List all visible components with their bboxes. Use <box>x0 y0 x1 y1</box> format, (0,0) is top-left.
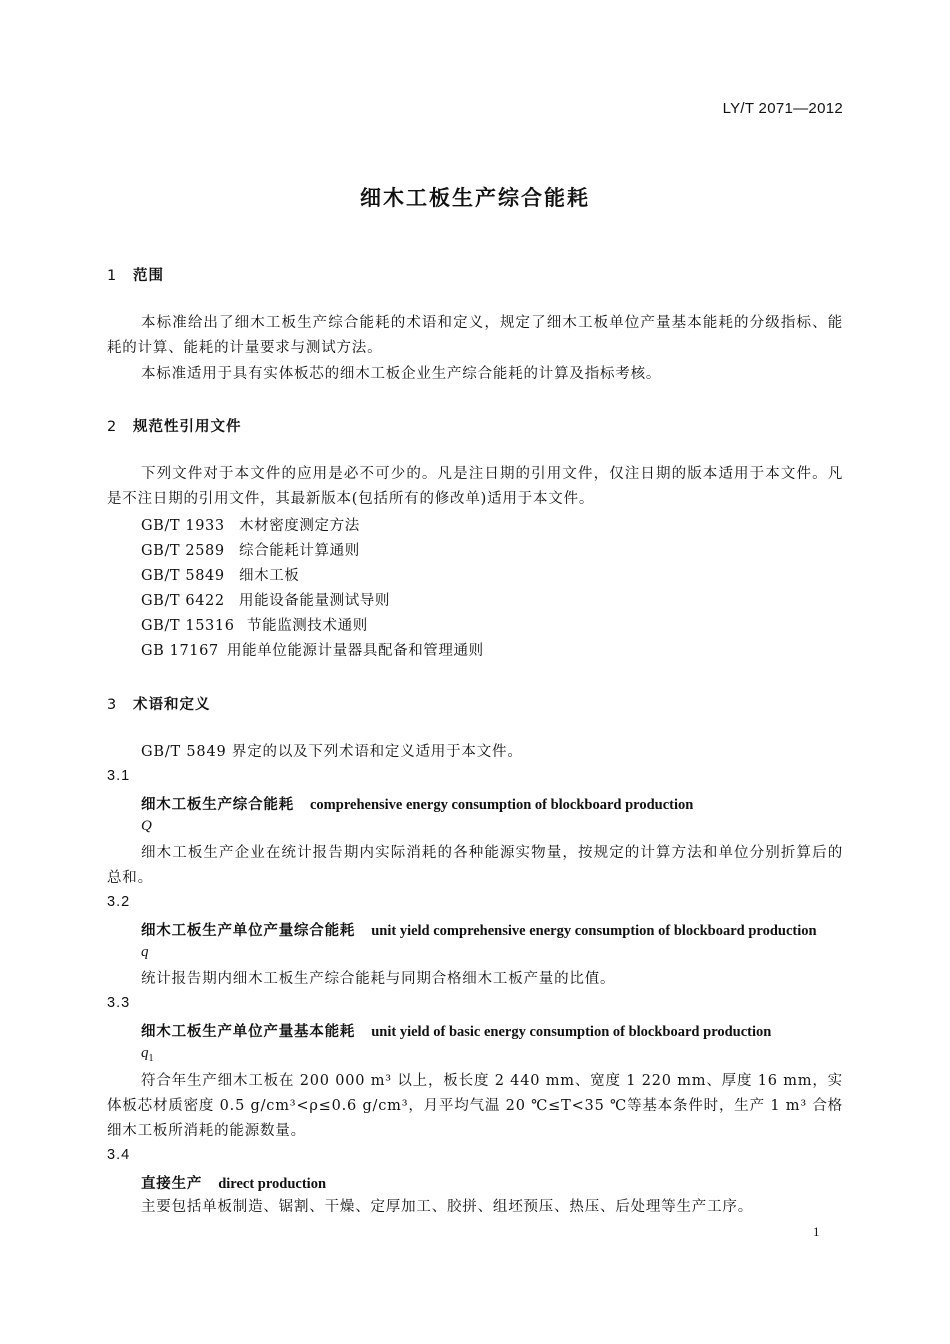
term-symbol: Q <box>141 818 152 834</box>
section-title: 术语和定义 <box>133 697 211 713</box>
reference-title: 用能设备能量测试导则 <box>239 593 390 609</box>
clause-number: 3.4 <box>107 1147 131 1163</box>
term-heading <box>141 793 693 814</box>
reference-title: 节能监测技术通则 <box>247 618 368 634</box>
term-zh: 细木工板生产单位产量综合能耗 <box>141 923 356 939</box>
term-definition: 符合年生产细木工板在 200 000 m³ 以上，板长度 2 440 mm、宽度 1 220 mm、厚度 16 mm，实体板芯材质密度 0.5 g/cm³<ρ≤0.6 g/cm³，月平均气温 20 ℃≤T<35 ℃等基本条件时，生产 1 m³ 合格细木工板所消耗的能源数量。 <box>107 1073 843 1139</box>
section-1-heading <box>107 264 164 285</box>
term-heading <box>141 919 817 940</box>
section-title: 范围 <box>133 268 164 284</box>
reference-code: GB 17167 <box>141 643 219 659</box>
term-definition: 统计报告期内细木工板生产综合能耗与同期合格细木工板产量的比值。 <box>141 971 616 987</box>
term-en: comprehensive energy consumption of blockboard production <box>310 797 694 813</box>
section-1-paragraph-1: 本标准给出了细木工板生产综合能耗的术语和定义，规定了细木工板单位产量基本能耗的分级指标、能耗的计算、能耗的计量要求与测试方法。 <box>107 315 843 356</box>
section-title: 规范性引用文件 <box>133 419 242 435</box>
section-1-paragraph-2: 本标准适用于具有实体板芯的细木工板企业生产综合能耗的计算及指标考核。 <box>141 366 662 382</box>
reference-title: 细木工板 <box>239 568 300 584</box>
standard-number: LY/T 2071—2012 <box>722 100 843 117</box>
term-en: unit yield comprehensive energy consumption of blockboard production <box>371 923 817 939</box>
term-zh: 直接生产 <box>141 1176 203 1192</box>
reference-item <box>141 614 368 635</box>
term-symbol: $q_1$ <box>141 1045 154 1064</box>
term-zh: 细木工板生产综合能耗 <box>141 797 294 813</box>
section-2-heading <box>107 415 242 436</box>
reference-item <box>141 514 360 535</box>
term-en: unit yield of basic energy consumption of blockboard production <box>371 1024 772 1040</box>
reference-code: GB/T 5849 <box>141 568 225 584</box>
document-title: 细木工板生产综合能耗 <box>360 186 590 210</box>
reference-code: GB/T 6422 <box>141 593 225 609</box>
section-number: 1 <box>107 268 118 284</box>
reference-code: GB/T 1933 <box>141 518 225 534</box>
reference-code: GB/T 15316 <box>141 618 235 634</box>
section-number: 3 <box>107 697 118 713</box>
term-definition: 细木工板生产企业在统计报告期内实际消耗的各种能源实物量，按规定的计算方法和单位分别折算后的总和。 <box>107 845 843 886</box>
section-number: 2 <box>107 419 118 435</box>
term-symbol: q <box>141 944 149 960</box>
reference-title: 综合能耗计算通则 <box>239 543 360 559</box>
reference-item <box>141 639 484 660</box>
section-2-intro: 下列文件对于本文件的应用是必不可少的。凡是注日期的引用文件，仅注日期的版本适用于本文件。凡是不注日期的引用文件，其最新版本(包括所有的修改单)适用于本文件。 <box>107 466 843 507</box>
term-heading <box>141 1172 326 1193</box>
page-number: 1 <box>813 1224 820 1239</box>
reference-title: 木材密度测定方法 <box>239 518 360 534</box>
reference-title: 用能单位能源计量器具配备和管理通则 <box>227 643 484 659</box>
term-definition: 主要包括单板制造、锯割、干燥、定厚加工、胶拼、组坯预压、热压、后处理等生产工序。 <box>141 1199 753 1215</box>
clause-number: 3.1 <box>107 768 131 784</box>
term-heading <box>141 1020 771 1041</box>
reference-item <box>141 539 360 560</box>
clause-number: 3.3 <box>107 995 131 1011</box>
reference-item <box>141 564 299 585</box>
reference-code: GB/T 2589 <box>141 543 225 559</box>
term-zh: 细木工板生产单位产量基本能耗 <box>141 1024 356 1040</box>
clause-number: 3.2 <box>107 894 131 910</box>
reference-item <box>141 589 390 610</box>
section-3-intro: GB/T 5849 界定的以及下列术语和定义适用于本文件。 <box>141 744 523 760</box>
term-en: direct production <box>218 1176 327 1192</box>
section-3-heading <box>107 693 211 714</box>
